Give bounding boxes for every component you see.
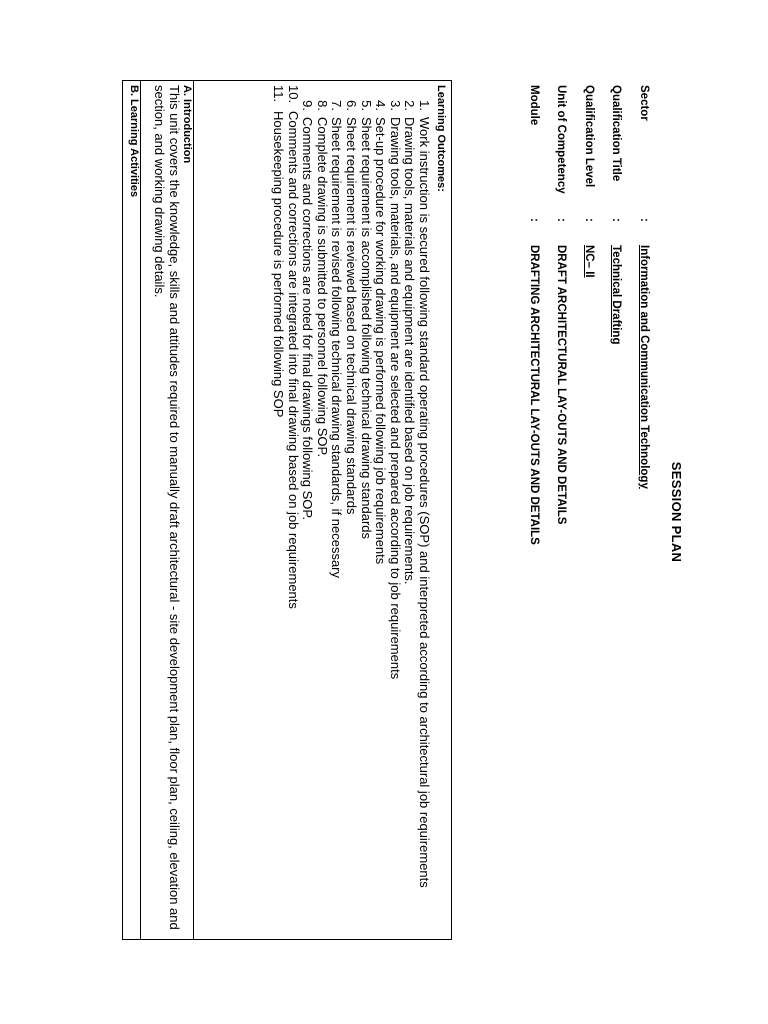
learning-outcome-number: 1.: [417, 100, 432, 111]
meta-colon: :: [610, 218, 623, 222]
learning-outcome-number: 4.: [373, 100, 389, 111]
meta-value: Information and Communication Technology: [638, 245, 650, 489]
learning-outcome-number: 10.: [285, 85, 301, 104]
learning-outcome-item: [402, 85, 417, 931]
table-divider: [193, 81, 194, 939]
meta-colon: :: [555, 218, 568, 222]
learning-outcomes-list: [270, 85, 431, 931]
session-meta: [513, 85, 651, 545]
introduction-body: This unit covers the knowledge, skills and attitudes required to manually draft architectural - site development plan, floor plan, ceiling, elevation and section, and working drawing details.: [152, 85, 182, 930]
learning-outcome-text: Housekeeping procedure is performed following SOP: [271, 111, 287, 418]
learning-outcome-text: Comments and corrections are noted for final drawings following SOP.: [300, 117, 316, 520]
meta-colon: :: [528, 218, 540, 222]
learning-outcome-item: [300, 85, 315, 931]
session-table: [122, 80, 452, 940]
learning-outcome-item: [314, 85, 329, 931]
learning-outcome-number: 8.: [314, 100, 330, 111]
learning-outcome-text: Comments and corrections are integrated into final drawing based on job requirements: [285, 111, 301, 609]
learning-activities-heading: B. Learning Activities: [128, 85, 140, 198]
learning-outcome-item: [285, 85, 300, 931]
learning-outcome-number: 2.: [402, 100, 418, 111]
learning-outcome-text: Sheet requirement is reviewed based on technical drawing standards: [344, 117, 360, 515]
learning-outcome-text: Sheet requirement is revised following technical drawing standards, if necessary: [329, 117, 345, 579]
learning-outcome-item: [387, 85, 402, 931]
table-divider: [140, 81, 141, 939]
learning-outcome-number: 6.: [344, 100, 360, 111]
learning-outcome-text: Drawing tools, materials, and equipment are selected and prepared according to job requirements: [387, 117, 403, 680]
meta-label: Qualification Title: [610, 85, 623, 182]
meta-colon: :: [638, 218, 650, 222]
meta-label: Qualification Level: [583, 85, 595, 188]
meta-label: Module: [528, 85, 540, 126]
learning-outcome-number: 9.: [300, 100, 316, 111]
learning-outcome-item: [416, 85, 431, 931]
meta-colon: :: [583, 218, 595, 222]
learning-outcome-item: [329, 85, 344, 931]
learning-outcome-text: Drawing tools, materials and equipment are identified based on job requirements.: [402, 117, 418, 585]
learning-outcome-text: Set-up procedure for working drawing is performed following job requirements: [373, 117, 389, 565]
learning-outcome-item: [373, 85, 388, 931]
meta-row: [568, 85, 596, 545]
learning-outcome-item: [358, 85, 373, 931]
learning-outcome-item: [343, 85, 358, 931]
learning-outcome-text: Complete drawing is submitted to personnel following SOP.: [314, 117, 330, 458]
meta-row: [595, 85, 623, 545]
introduction-section: [152, 85, 193, 931]
document-title: SESSION PLAN: [669, 461, 684, 563]
learning-outcome-number: 7.: [329, 100, 345, 111]
meta-value: NC– II: [583, 245, 595, 278]
meta-value: DRAFT ARCHITECTURAL LAY-OUTS AND DETAILS: [555, 245, 568, 525]
learning-outcome-number: 5.: [358, 100, 374, 111]
learning-outcome-item: [270, 85, 285, 931]
learning-outcomes-section: [270, 85, 447, 931]
meta-label: Unit of Competency: [555, 85, 568, 194]
learning-outcome-text: Work instruction is secured following standard operating procedures (SOP) and interpreted according to architectural job requirements: [417, 117, 432, 888]
learning-outcome-text: Sheet requirement is accomplished following technical drawing standards: [358, 117, 374, 540]
meta-row: [513, 85, 541, 545]
learning-outcome-number: 11.: [271, 85, 287, 103]
learning-outcomes-heading: Learning Outcomes:: [435, 85, 447, 192]
meta-value: DRAFTING ARCHITECTURAL LAY-OUTS AND DETAILS: [528, 245, 540, 545]
meta-row: [540, 85, 568, 545]
introduction-heading: A. Introduction: [181, 85, 193, 164]
learning-activities-section: [128, 85, 140, 931]
meta-label: Sector: [638, 85, 650, 121]
learning-outcome-number: 3.: [387, 100, 403, 111]
meta-row: [623, 85, 651, 545]
meta-value: Technical Drafting: [610, 245, 623, 345]
